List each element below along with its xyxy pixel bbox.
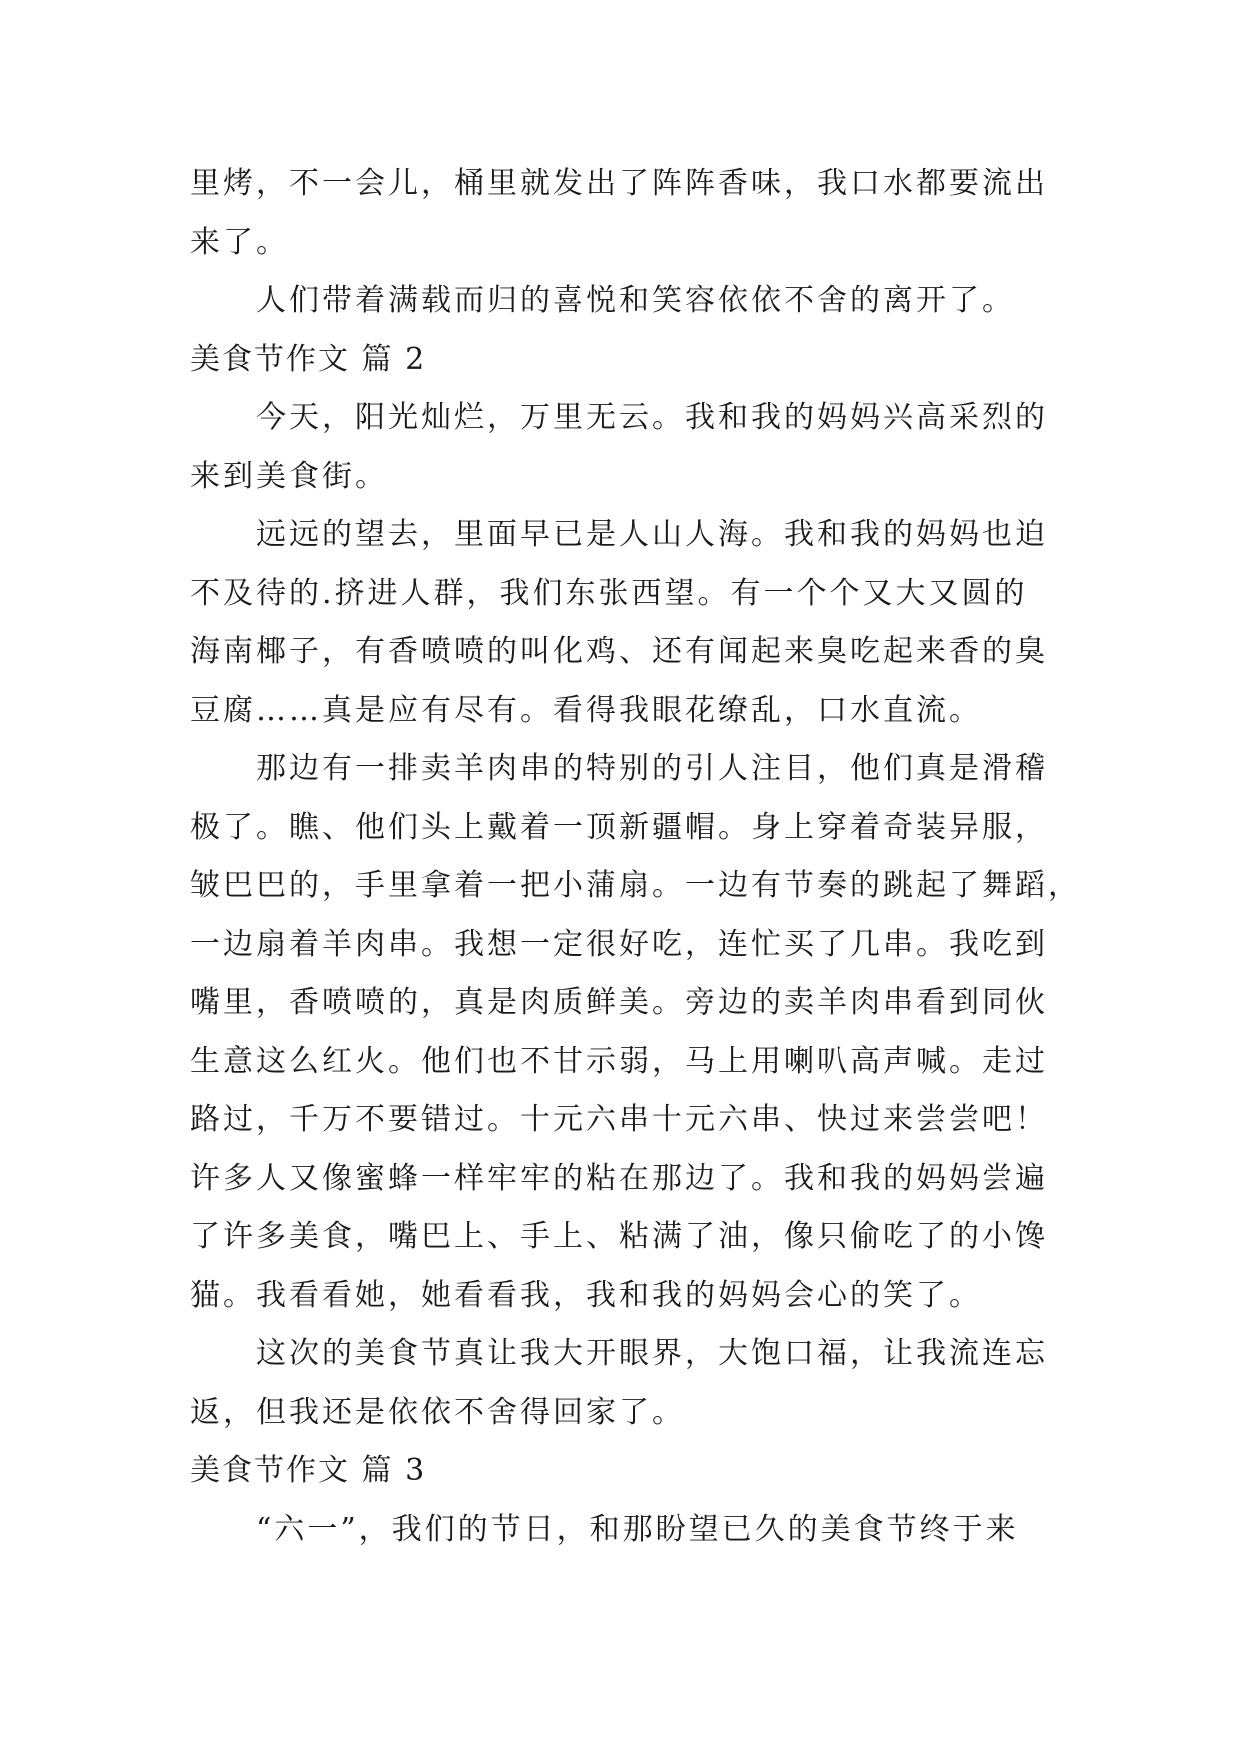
text-line: 这次的美食节真让我大开眼界，大饱口福，让我流连忘 xyxy=(256,1336,1048,1371)
text-line: 豆腐……真是应有尽有。看得我眼花缭乱，口水直流。 xyxy=(190,692,982,728)
text-line: 嘴里，香喷喷的，真是肉质鲜美。旁边的卖羊肉串看到同伙 xyxy=(190,985,1048,1020)
text-line: 来了。 xyxy=(190,224,289,260)
text-line: 来到美食街。 xyxy=(190,458,388,494)
section-heading: 美食节作文 篇 2 xyxy=(190,341,427,377)
text-line: 许多人又像蜜蜂一样牢牢的粘在那边了。我和我的妈妈尝遍 xyxy=(190,1160,1048,1196)
text-line: 路过，千万不要错过。十元六串十元六串、快过来尝尝吧！ xyxy=(190,1102,1048,1137)
text-line: 一边扇着羊肉串。我想一定很好吃，连忙买了几串。我吃到 xyxy=(190,926,1048,962)
text-line: 不及待的.挤进人群，我们东张西望。有一个个又大又圆的 xyxy=(190,575,1028,611)
section-heading: 美食节作文 篇 3 xyxy=(190,1453,427,1488)
text-line: 远远的望去，里面早已是人山人海。我和我的妈妈也迫 xyxy=(256,517,1048,552)
text-line: 猫。我看看她，她看看我，我和我的妈妈会心的笑了。 xyxy=(190,1277,982,1313)
text-line: 人们带着满载而归的喜悦和笑容依依不舍的离开了。 xyxy=(256,283,1015,318)
text-line: 今天，阳光灿烂，万里无云。我和我的妈妈兴高采烈的 xyxy=(256,400,1048,435)
text-line: 了许多美食，嘴巴上、手上、粘满了油，像只偷吃了的小馋 xyxy=(190,1219,1048,1254)
document-page xyxy=(190,155,1081,1559)
text-line: “六一”，我们的节日，和那盼望已久的美食节终于来 xyxy=(256,1511,1019,1547)
text-line: 里烤，不一会儿，桶里就发出了阵阵香味，我口水都要流出 xyxy=(190,166,1048,201)
text-line: 极了。瞧、他们头上戴着一顶新疆帽。身上穿着奇装异服， xyxy=(190,809,1048,845)
text-line: 海南椰子，有香喷喷的叫化鸡、还有闻起来臭吃起来香的臭 xyxy=(190,634,1048,669)
text-line: 生意这么红火。他们也不甘示弱，马上用喇叭高声喊。走过 xyxy=(190,1043,1048,1079)
text-line: 那边有一排卖羊肉串的特别的引人注目，他们真是滑稽 xyxy=(256,751,1048,786)
text-line: 皱巴巴的，手里拿着一把小蒲扇。一边有节奏的跳起了舞蹈， xyxy=(190,868,1081,903)
text-line: 返，但我还是依依不舍得回家了。 xyxy=(190,1394,685,1430)
